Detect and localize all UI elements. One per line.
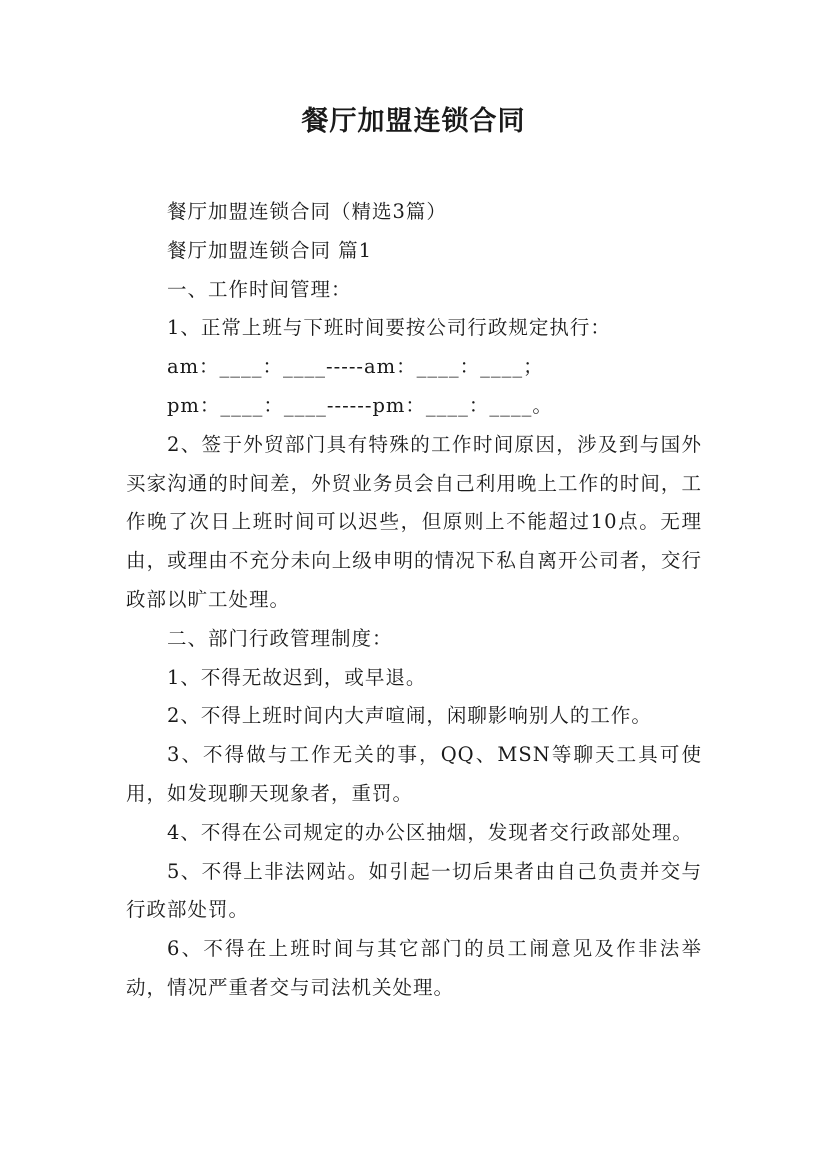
paragraph-rule: 2、不得上班时间内大声喧闹，闲聊影响别人的工作。 xyxy=(166,704,652,728)
paragraph-rule: 4、不得在公司规定的办公区抽烟，发现者交行政部处理。 xyxy=(166,820,693,844)
paragraph-rule: 1、正常上班与下班时间要按公司行政规定执行： xyxy=(166,316,611,340)
paragraph-rule: 5、不得上非法网站。如引起一切后果者由自己负责并交与行政部处罚。 xyxy=(126,859,702,922)
paragraph-pm-time: pm：____：____------pm：____：____。 xyxy=(166,393,553,417)
paragraph-rule: 2、签于外贸部门具有特殊的工作时间原因，涉及到与国外买家沟通的时间差，外贸业务员会自己利用晚上工作的时间，工作晚了次日上班时间可以迟些，但原则上不能超过10点。无理由，或理由不充分未向上级申明的情况下私自离开公司者，交行政部以旷工处理。 xyxy=(126,432,702,611)
paragraph-section-heading: 餐厅加盟连锁合同 篇1 xyxy=(166,238,373,262)
paragraph-rule: 1、不得无故迟到，或早退。 xyxy=(166,665,427,689)
paragraph-subtitle: 餐厅加盟连锁合同（精选3篇） xyxy=(166,200,447,223)
document-title: 餐厅加盟连锁合同 xyxy=(301,106,526,137)
paragraph-heading-work-time: 一、工作时间管理： xyxy=(166,277,352,301)
paragraph-heading-department-rules: 二、部门行政管理制度： xyxy=(166,626,393,650)
document-body xyxy=(126,193,702,1008)
paragraph-rule: 6、不得在上班时间与其它部门的员工闹意见及作非法举动，情况严重者交与司法机关处理。 xyxy=(126,937,702,999)
paragraph-rule: 3、不得做与工作无关的事，QQ、MSN等聊天工具可使用，如发现聊天现象者，重罚。 xyxy=(126,743,702,805)
paragraph-am-time: am：____：____-----am：____：____； xyxy=(166,355,544,379)
